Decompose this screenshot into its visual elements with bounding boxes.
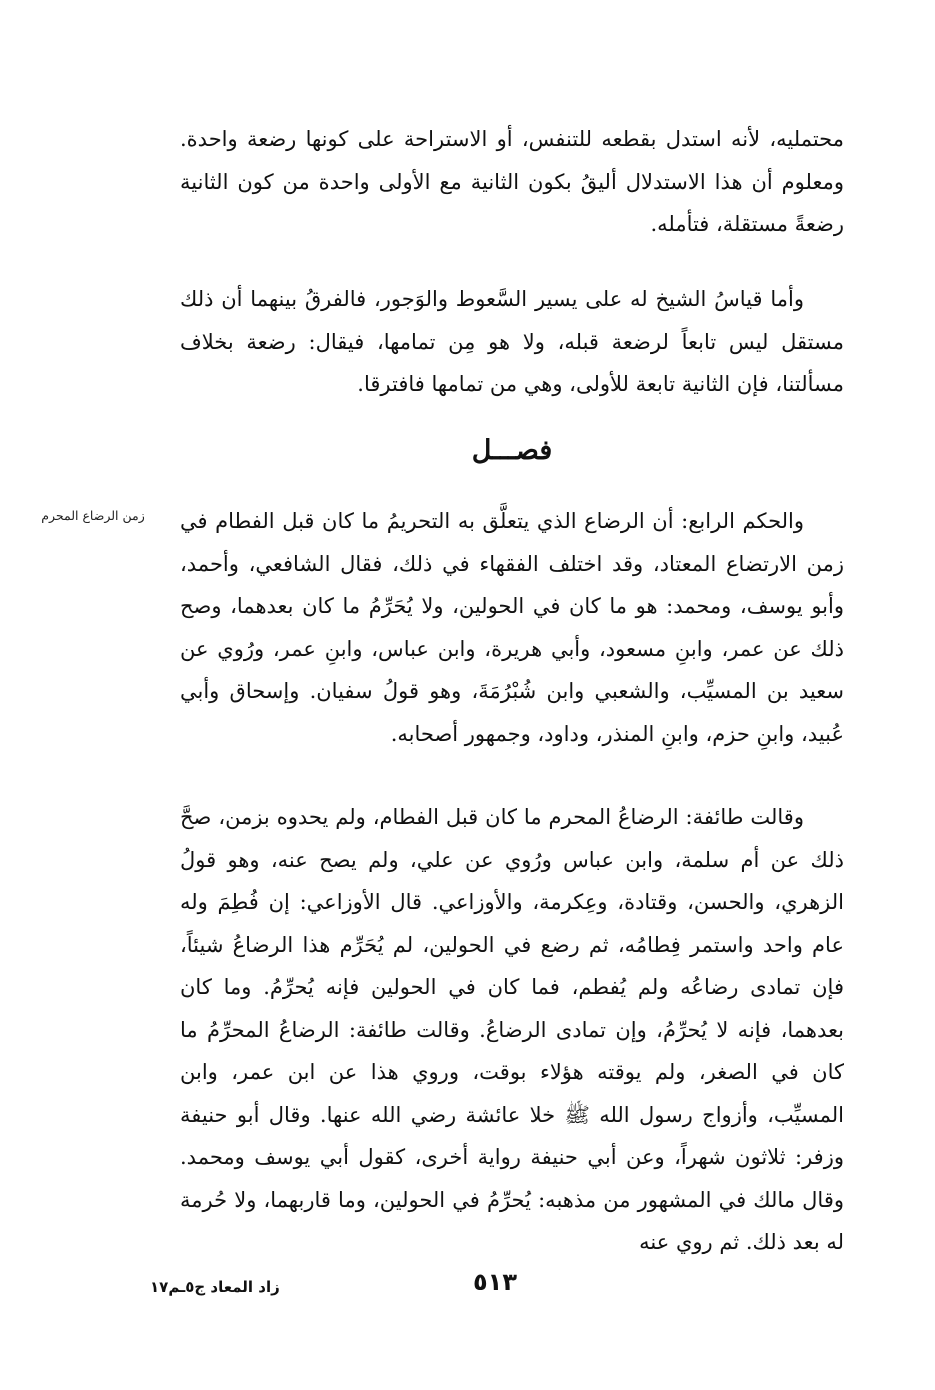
paragraph-continuation: محتمليه، لأنه استدل بقطعه للتنفس، أو الاستراحة على كونها رضعة واحدة. ومعلوم أن هذا الاستدلال أليقُ بكون الثانية مع الأولى واحدة من كون الثانية رضعةً مستقلة، فتأمله.	[180, 127, 844, 236]
margin-note: زمن الرضاع المحرم	[41, 508, 145, 523]
paragraph-analogy: وأما قياسُ الشيخ له على يسير السَّعوط والوَجور، فالفرقُ بينهما أن ذلك مستقل ليس تابعاً لرضعة قبله، ولا هو مِن تمامها، فيقال: رضعة بخلاف مسألتنا، فإن الثانية تابعة للأولى، وهي من تمامها فافترقا.	[180, 287, 844, 396]
page-number: ٥١٣	[473, 1268, 517, 1296]
volume-signature: زاد المعاد ج٥ـم١٧	[150, 1278, 280, 1296]
paragraph-fourth-ruling: والحكم الرابع: أن الرضاع الذي يتعلَّق به التحريمُ ما كان قبل الفطام في زمن الارتضاع المعتاد، وقد اختلف الفقهاء في ذلك، فقال الشافعي، وأحمد، وأبو يوسف، ومحمد: هو ما كان في الحولين، ولا يُحَرِّمُ ما كان بعدهما، وصح ذلك عن عمر، وابنِ مسعود، وأبي هريرة، وابن عباس، وابنِ عمر، ورُوي عن سعيد بن المسيِّب، والشعبي وابن شُبْرُمَةَ، وهو قولُ سفيان. وإسحاق وأبي عُبيد، وابنِ حزم، وابنِ المنذر، وداود، وجمهور أصحابه.	[180, 509, 844, 746]
paragraph-opinions: وقالت طائفة: الرضاعُ المحرم ما كان قبل الفطام، ولم يحدوه بزمن، صحَّ ذلك عن أم سلمة، وابن عباس ورُوي عن علي، ولم يصح عنه، وهو قولُ الزهري، والحسن، وقتادة، وعِكرمة، والأوزاعي. قال الأوزاعي: إن فُطِمَ وله عام واحد واستمر فِطامُه، ثم رضع في الحولين، لم يُحَرِّم هذا الرضاعُ شيئاً، فإن تمادى رضاعُه ولم يُفطم، فما كان في الحولين فإنه يُحرِّمُ. وما كان بعدهما، فإنه لا يُحرِّمُ، وإن تمادى الرضاعُ. وقالت طائفة: الرضاعُ المحرِّمُ ما كان في الصغر، ولم يوقته هؤلاء بوقت، وروي هذا عن ابن عمر، وابن المسيِّب، وأزواج رسول الله ﷺ خلا عائشة رضي الله عنها. وقال أبو حنيفة وزفر: ثلاثون شهراً، وعن أبي حنيفة رواية أخرى، كقول أبي يوسف ومحمد. وقال مالك في المشهور من مذهبه: يُحرِّمُ في الحولين، وما قاربهما، ولا حُرمة له بعد ذلك. ثم روي عنه	[180, 805, 844, 1254]
section-heading: فصـــل	[471, 435, 553, 466]
